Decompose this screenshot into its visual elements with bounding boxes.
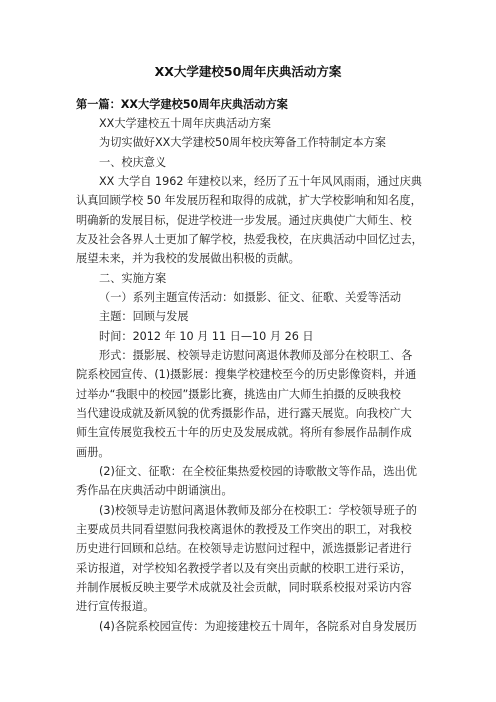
paragraph-line: 院系校园宣传、(1)摄影展：搜集学校建校至今的历史影像资料，并通	[76, 368, 417, 381]
paragraph-line: XX 大学自 1962 年建校以来，经历了五十年风风雨雨，通过庆典	[99, 175, 422, 188]
paragraph-line: (2)征文、征歌：在全校征集热爱校园的诗歌散文等作品，选出优	[99, 465, 417, 478]
document-title: XX大学建校50周年庆典活动方案	[154, 64, 342, 79]
paragraph-line: (3)校领导走访慰问离退休教师及部分在校职工：学校领导班子的	[99, 504, 417, 517]
paragraph-line: 展望未来，并为我校的发展做出积极的贡献。	[76, 252, 300, 265]
paragraph-line: （一）系列主题宣传活动：如摄影、征文、征歌、关爱等活动	[99, 291, 402, 304]
paragraph-line: 明确新的发展目标，促进学校进一步发展。通过庆典使广大师生、校	[76, 214, 412, 227]
paragraph-line: 采访报道，对学校知名教授学者以及有突出贡献的校职工进行采访，	[76, 562, 412, 575]
paragraph-line: 秀作品在庆典活动中朗诵演出。	[76, 484, 233, 497]
paragraph-line: 当代建设成就及新风貌的优秀摄影作品，进行露天展览。向我校广大	[76, 407, 412, 420]
paragraph-line: 一、校庆意义	[99, 156, 167, 169]
paragraph-line: 主题：回顾与发展	[99, 310, 189, 323]
paragraph-line: 时间：2012 年 10 月 11 日—10 月 26 日	[99, 330, 314, 343]
paragraph-line: 并制作展板反映主要学术成就及社会贡献，同时联系校报对采访内容	[76, 581, 412, 594]
paragraph-line: (4)各院系校园宣传：为迎接建校五十周年，各院系对自身发展历	[99, 620, 417, 633]
paragraph-line: 画册。	[76, 446, 110, 459]
paragraph-line: 为切实做好XX大学建校50周年校庆筹备工作特制定本方案	[99, 136, 386, 149]
paragraph-line: 师生宣传展览我校五十年的历史及发展成就。将所有参展作品制作成	[76, 426, 412, 439]
paragraph-line: 主要成员共同看望慰问我校离退休的教授及工作突出的职工，对我校	[76, 523, 412, 536]
paragraph-line: 过举办“我眼中的校园”摄影比赛，挑选由广大师生拍摄的反映我校	[76, 388, 401, 401]
section-heading: 第一篇：XX大学建校50周年庆典活动方案	[76, 98, 288, 111]
paragraph-line: 友及社会各界人士更加了解学校，热爱我校，在庆典活动中回忆过去，	[76, 233, 423, 246]
paragraph-line: 认真回顾学校 50 年发展历程和取得的成就，扩大学校影响和知名度，	[76, 194, 422, 207]
paragraph-line: 形式：摄影展、校领导走访慰问离退休教师及部分在校职工、各	[99, 349, 413, 362]
paragraph-line: XX大学建校五十周年庆典活动方案	[99, 117, 271, 130]
paragraph-line: 进行宣传报道。	[76, 600, 155, 613]
paragraph-line: 二、实施方案	[99, 272, 167, 285]
paragraph-line: 历史进行回顾和总结。在校领导走访慰问过程中，派选摄影记者进行	[76, 542, 412, 555]
